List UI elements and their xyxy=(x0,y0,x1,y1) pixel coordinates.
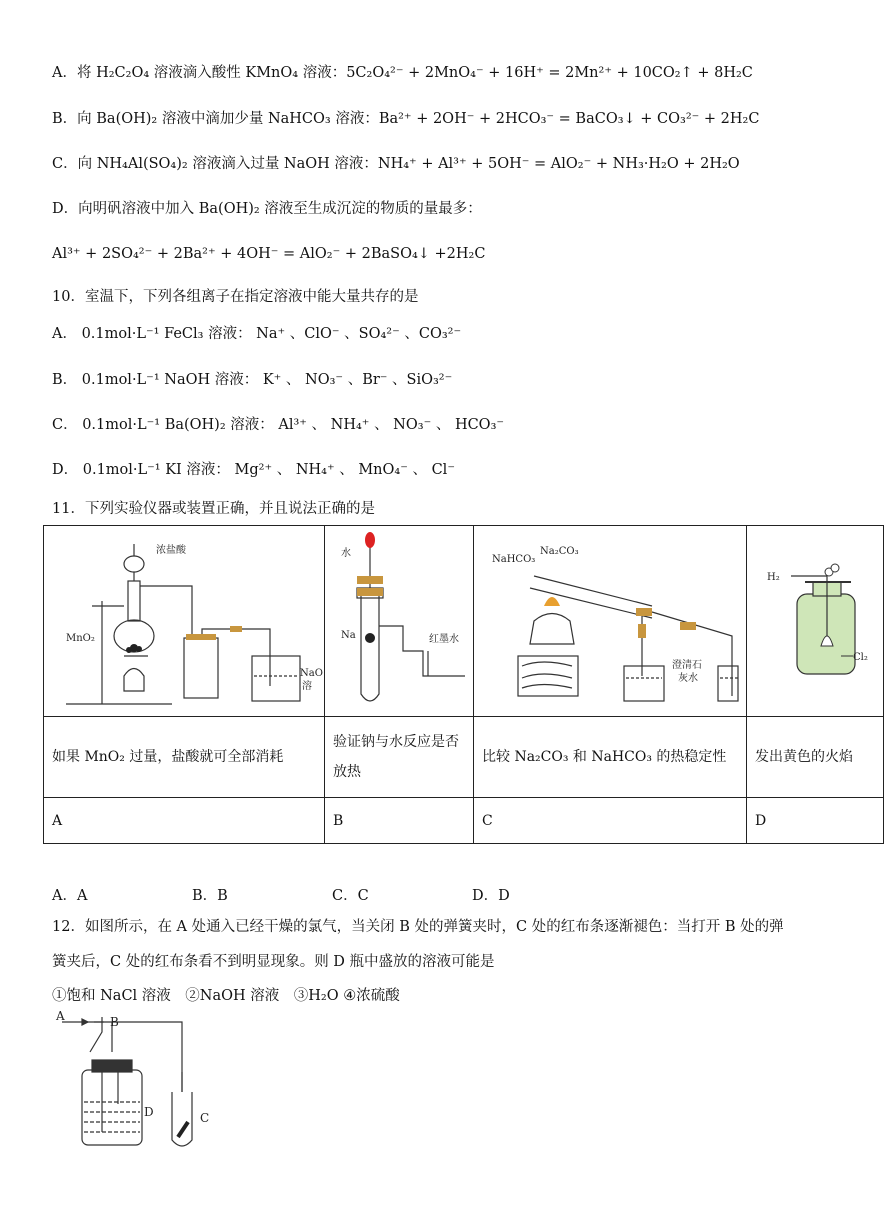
h2-label: H₂ xyxy=(767,572,780,583)
limewater-label-1: 澄清石 xyxy=(672,660,702,671)
q9-option-a: A．将 H₂C₂O₄ 溶液滴入酸性 KMnO₄ 溶液：5C₂O₄²⁻ + 2MnO₄⁻ + 16H⁺ = 2Mn²⁺ + 10CO₂↑ + 8H₂C xyxy=(52,65,753,81)
naoh-label: NaO xyxy=(300,668,323,679)
label-d: D xyxy=(747,798,884,844)
q11-option-d[interactable]: D．D xyxy=(472,888,510,904)
q12-stem-line-2: 簧夹后，C 处的红布条看不到明显现象。则 D 瓶中盛放的溶液可能是 xyxy=(52,954,495,970)
desc-d: 发出黄色的火焰 xyxy=(747,717,884,798)
q12-label-a: A xyxy=(56,1009,65,1023)
q9-option-d: D．向明矾溶液中加入 Ba(OH)₂ 溶液至生成沉淀的物质的量最多： xyxy=(52,201,482,217)
q12-label-b: B xyxy=(110,1015,119,1029)
mno2-label: MnO₂ xyxy=(66,633,95,644)
red-ink-label: 红墨水 xyxy=(429,634,459,645)
q9-option-b: B．向 Ba(OH)₂ 溶液中滴加少量 NaHCO₃ 溶液：Ba²⁺ + 2OH⁻ + 2HCO₃⁻ = BaCO₃↓ + CO₃²⁻ + 2H₂C xyxy=(52,111,760,127)
label-a: A xyxy=(44,798,325,844)
q10-stem: 10．室温下，下列各组离子在指定溶液中能大量共存的是 xyxy=(52,289,419,305)
nahco3-label: NaHCO₃ xyxy=(492,554,536,565)
naoh-label-2: 溶 xyxy=(302,681,312,692)
conc-hcl-label: 浓盐酸 xyxy=(156,545,186,556)
q11-apparatus-table xyxy=(43,525,884,844)
q10-option-b: B． 0.1mol·L⁻¹ NaOH 溶液： K⁺ 、 NO₃⁻ 、Br⁻ 、SiO₃²⁻ xyxy=(52,372,453,388)
q12-label-d: D xyxy=(144,1105,154,1119)
q12-choices: ①饱和 NaCl 溶液 ②NaOH 溶液 ③H₂O ④浓硫酸 xyxy=(52,988,400,1004)
q12-apparatus-diagram xyxy=(52,1009,232,1152)
q11-option-c[interactable]: C．C xyxy=(332,888,369,904)
q11-answer-options xyxy=(52,884,612,905)
na2co3-label: Na₂CO₃ xyxy=(540,546,579,557)
q9-option-c: C．向 NH₄Al(SO₄)₂ 溶液滴入过量 NaOH 溶液：NH₄⁺ + Al³⁺ + 5OH⁻ = AlO₂⁻ + NH₃·H₂O + 2H₂O xyxy=(52,156,740,172)
limewater-label-2: 灰水 xyxy=(678,673,698,684)
cl2-label: Cl₂ xyxy=(853,652,868,663)
q11-option-b[interactable]: B．B xyxy=(192,888,228,904)
label-b: B xyxy=(325,798,474,844)
q11-option-a[interactable]: A．A xyxy=(52,888,88,904)
desc-c: 比较 Na₂CO₃ 和 NaHCO₃ 的热稳定性 xyxy=(474,717,747,798)
water-label: 水 xyxy=(341,548,351,559)
hydrogen-chlorine-flame-diagram xyxy=(755,526,875,716)
sodium-water-heat-diagram xyxy=(333,526,465,716)
q12-label-c: C xyxy=(200,1111,210,1125)
q11-stem: 11．下列实验仪器或装置正确，并且说法正确的是 xyxy=(52,501,375,517)
apparatus-c-cell xyxy=(474,526,747,717)
q9-option-d-equation: Al³⁺ + 2SO₄²⁻ + 2Ba²⁺ + 4OH⁻ = AlO₂⁻ + 2BaSO₄↓ +2H₂C xyxy=(52,246,486,262)
desc-a: 如果 MnO₂ 过量，盐酸就可全部消耗 xyxy=(44,717,325,798)
q10-option-c: C． 0.1mol·L⁻¹ Ba(OH)₂ 溶液： Al³⁺ 、 NH₄⁺ 、 NO₃⁻ 、 HCO₃⁻ xyxy=(52,417,505,433)
chlorine-generator-diagram xyxy=(52,526,323,716)
label-c: C xyxy=(474,798,747,844)
carbonate-stability-diagram xyxy=(482,526,738,716)
sodium-label: Na xyxy=(341,630,356,641)
apparatus-d-cell xyxy=(747,526,884,717)
q10-option-d: D． 0.1mol·L⁻¹ KI 溶液： Mg²⁺ 、 NH₄⁺ 、 MnO₄⁻ 、 Cl⁻ xyxy=(52,462,455,478)
desc-b: 验证钠与水反应是否放热 xyxy=(325,717,474,798)
apparatus-b-cell xyxy=(325,526,474,717)
apparatus-a-cell xyxy=(44,526,325,717)
q12-stem-line-1: 12．如图所示，在 A 处通入已经干燥的氯气，当关闭 B 处的弹簧夹时，C 处的红布条逐渐褪色：当打开 B 处的弹 xyxy=(52,919,784,935)
q10-option-a: A． 0.1mol·L⁻¹ FeCl₃ 溶液： Na⁺ 、ClO⁻ 、SO₄²⁻ 、CO₃²⁻ xyxy=(52,326,462,342)
